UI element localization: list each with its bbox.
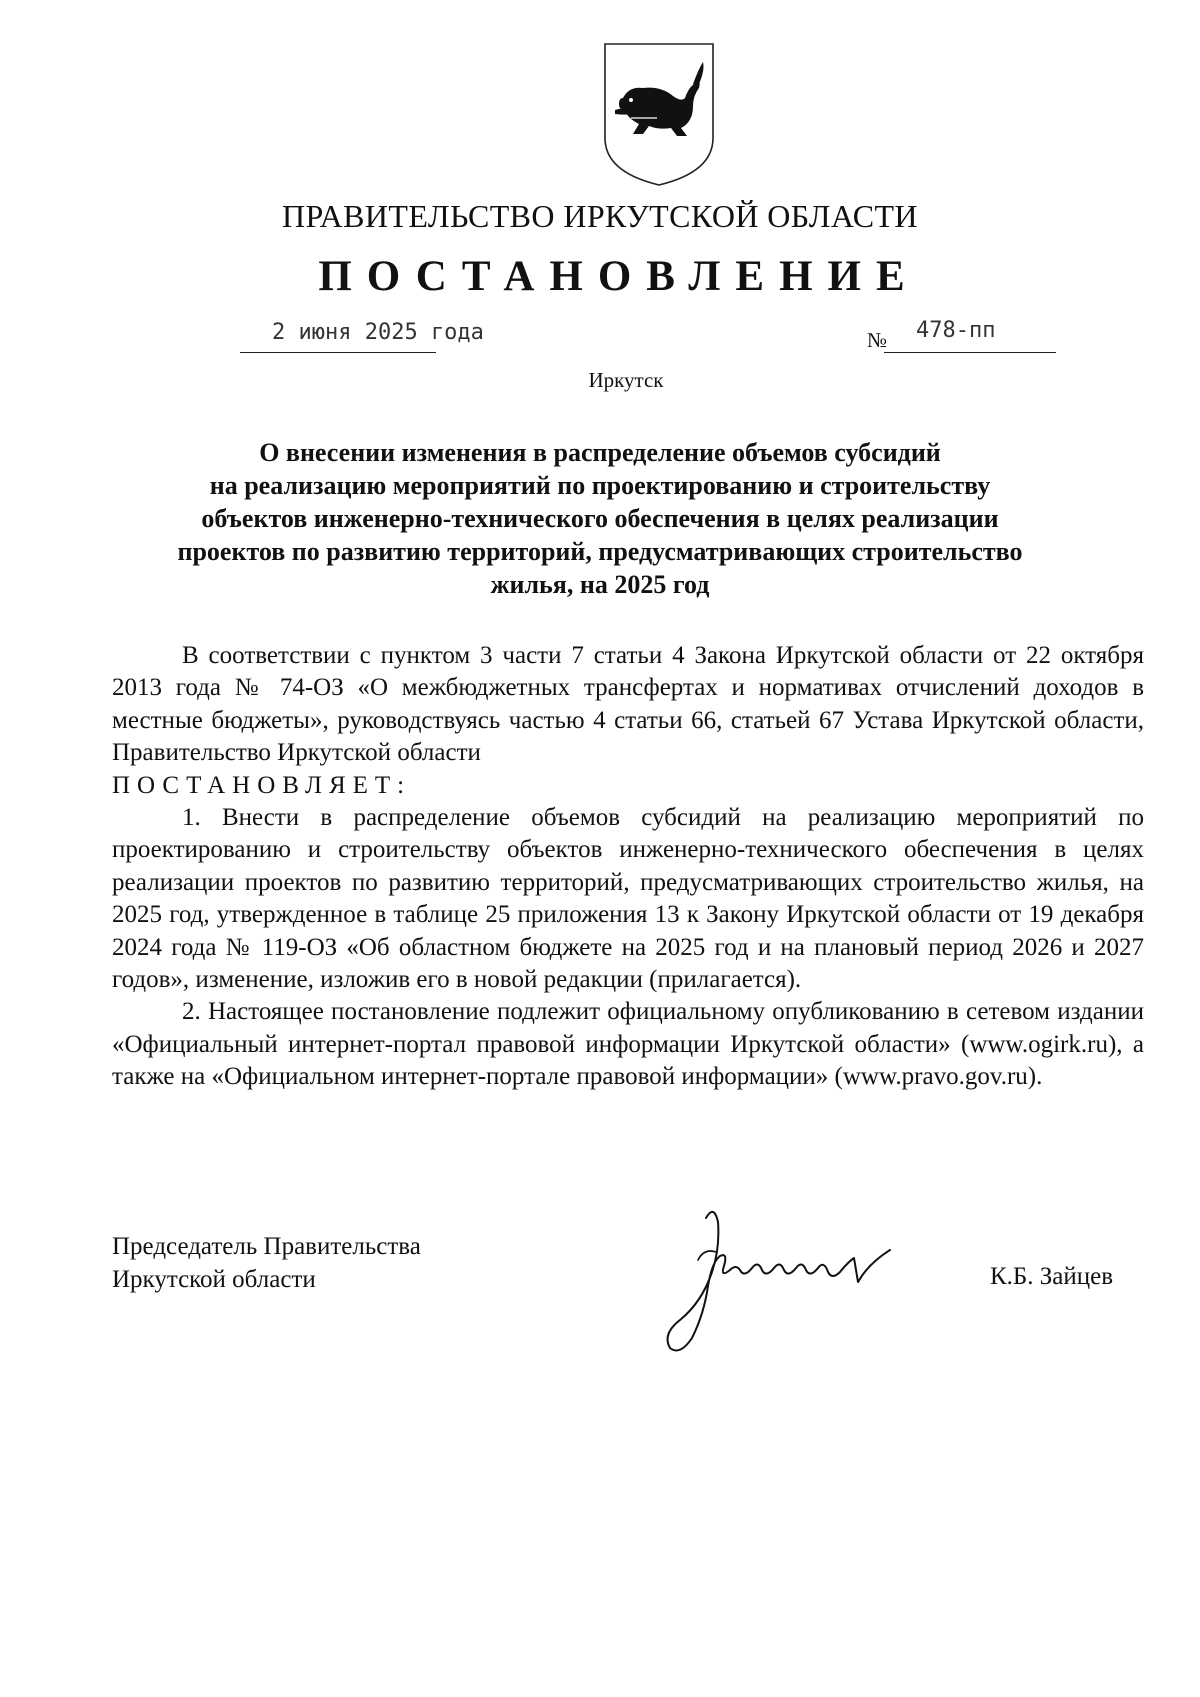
position-line: Иркутской области [112, 1266, 316, 1293]
preamble-paragraph: В соответствии с пунктом 3 части 7 статьи 4 Закона Иркутской области от 22 октября 2013 года № 74-ОЗ «О межбюджетных трансфертах и нормативах отчислений доходов в местные бюджеты», руководствуясь частью 4 статьи 66, статьей 67 Устава Иркутской области, Правительство Иркутской области [112, 642, 1144, 767]
irkutsk-coat-of-arms-icon [601, 40, 717, 188]
signatory-position [112, 1230, 421, 1296]
document-title [100, 436, 1100, 601]
city: Иркутск [588, 368, 664, 392]
document-date: 2 июня 2025 года [272, 320, 484, 345]
title-line: О внесении изменения в распределение объемов субсидий [259, 438, 941, 467]
title-line: объектов инженерно-технического обеспечения в целях реализации [201, 504, 999, 533]
resolves-word: ПОСТАНОВЛЯЕТ: [112, 771, 412, 799]
handwritten-signature-icon [658, 1198, 908, 1358]
signatory-name: К.Б. Зайцев [990, 1263, 1114, 1290]
number-label: № [867, 328, 888, 352]
document-type: ПОСТАНОВЛЕНИЕ [318, 253, 920, 300]
title-line: на реализацию мероприятий по проектированию и строительству [209, 471, 991, 500]
title-line: жилья, на 2025 год [490, 570, 710, 599]
document-number: 478-пп [916, 318, 996, 343]
document-body [112, 640, 1144, 1094]
item-1-paragraph: 1. Внести в распределение объемов субсидий на реализацию мероприятий по проектированию и строительству объектов инженерно-технического обеспечения в целях реализации проектов по развитию территорий, предусматривающих строительство жилья, на 2025 год, утвержденное в таблице 25 приложения 13 к Закону Иркутской области от 19 декабря 2024 года № 119-ОЗ «Об областном бюджете на 2025 год и на плановый период 2026 и 2027 годов», изменение, изложив его в новой редакции (прилагается). [112, 804, 1144, 994]
title-line: проектов по развитию территорий, предусматривающих строительство [177, 537, 1023, 566]
position-line: Председатель Правительства [112, 1233, 421, 1260]
item-2-paragraph: 2. Настоящее постановление подлежит официальному опубликованию в сетевом издании «Официальный интернет-портал правовой информации Иркутской области» (www.ogirk.ru), а также на «Официальном интернет-портале правовой информации» (www.pravo.gov.ru). [112, 998, 1144, 1091]
authority-name: ПРАВИТЕЛЬСТВО ИРКУТСКОЙ ОБЛАСТИ [282, 198, 918, 234]
